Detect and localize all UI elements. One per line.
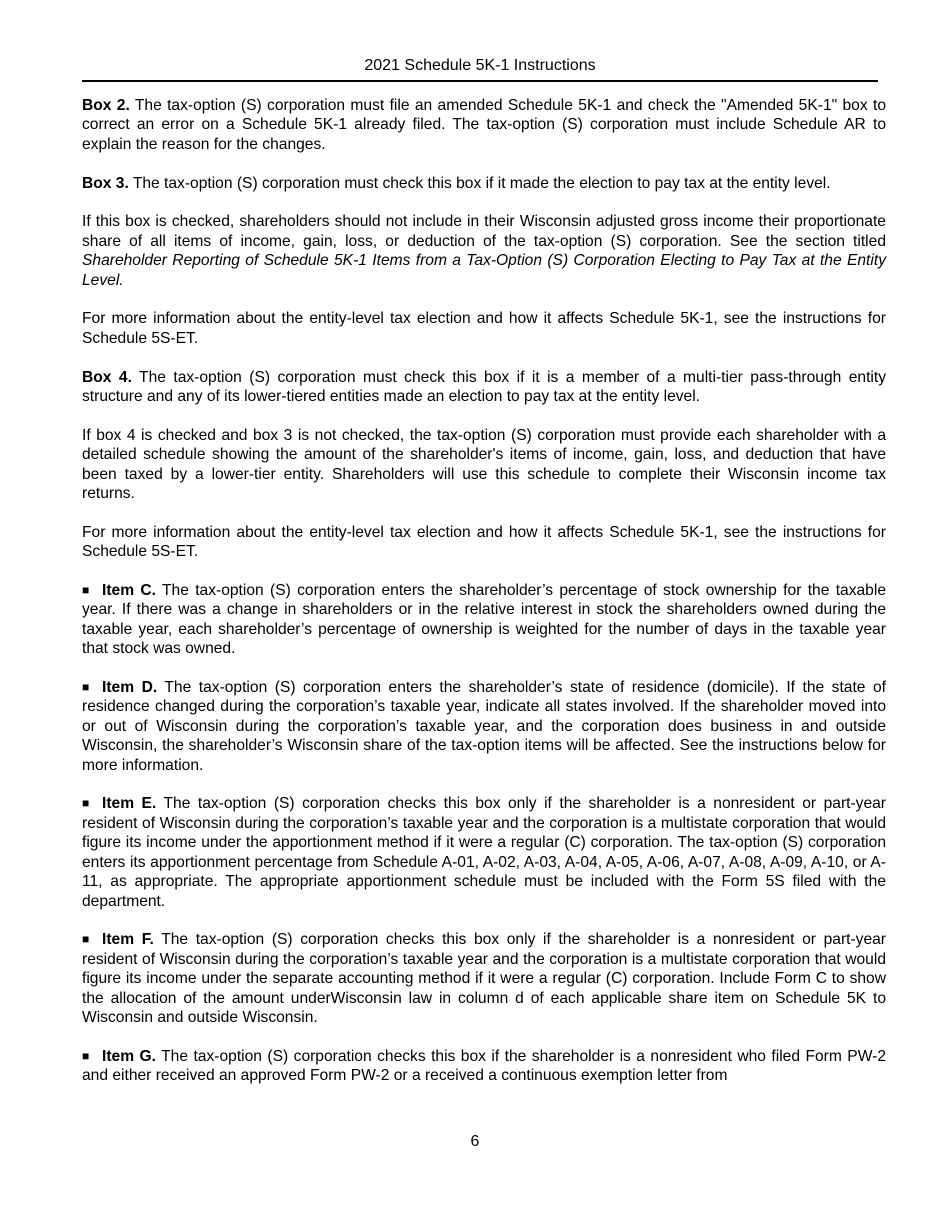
- item-c-lead: Item C.: [102, 582, 156, 600]
- item-f-paragraph: [82, 930, 886, 1027]
- box3-section-reference: Shareholder Reporting of Schedule 5K-1 Items from a Tax-Option (S) Corporation Electing to Pay Tax at the Entity Level.: [82, 252, 886, 289]
- box3-paragraph: [82, 174, 886, 193]
- item-d-lead: Item D.: [102, 679, 158, 697]
- box4-detail-paragraph: If box 4 is checked and box 3 is not checked, the tax-option (S) corporation must provide each shareholder with a detailed schedule showing the amount of the shareholder's items of income, gain, loss, and deduction that have been taxed by a lower-tier entity. Shareholders will use this schedule to complete their Wisconsin income tax returns.: [82, 426, 886, 503]
- box3-lead: Box 3.: [82, 174, 129, 192]
- item-d-text: The tax-option (S) corporation enters the shareholder’s state of residence (domicile). If the state of residence changed during the corporation’s taxable year, indicate all states involved. If the shareholder moved into or out of Wisconsin during the corporation’s taxable year, and the corporation does business in and outside Wisconsin, the shareholder’s Wisconsin share of the tax-option items will be affected. See the instructions below for more information.: [82, 679, 886, 774]
- page-number: 6: [470, 1133, 480, 1150]
- box2-paragraph: [82, 96, 886, 154]
- item-c-text: The tax-option (S) corporation enters the shareholder’s percentage of stock ownership for the taxable year. If there was a change in shareholders or in the relative interest in stock the shareholders owned during the taxable year, each shareholder’s percentage of ownership is weighted for the number of days in the taxable year that stock was owned.: [82, 582, 886, 658]
- box3-more-info-paragraph: For more information about the entity-level tax election and how it affects Schedule 5K-1, see the instructions for Schedule 5S-ET.: [82, 310, 886, 347]
- item-g-lead: Item G.: [102, 1047, 156, 1065]
- box4-text: The tax-option (S) corporation must check this box if it is a member of a multi-tier pass-through entity structure and any of its lower-tiered entities made an election to pay tax at the entity level.: [82, 368, 886, 406]
- box4-paragraph: [82, 368, 886, 407]
- box3-detail-paragraph: [82, 212, 886, 290]
- box4-more-info-paragraph: For more information about the entity-level tax election and how it affects Schedule 5K-1, see the instructions for Schedule 5S-ET.: [82, 523, 886, 561]
- square-bullet-icon: ■: [82, 1048, 90, 1063]
- square-bullet-icon: ■: [82, 796, 90, 811]
- page-footer: [0, 1132, 950, 1152]
- square-bullet-icon: ■: [82, 680, 90, 695]
- document-title: 2021 Schedule 5K-1 Instructions: [364, 57, 596, 74]
- box2-lead: Box 2.: [82, 97, 130, 114]
- box4-lead: Box 4.: [82, 368, 132, 386]
- page-header: [82, 56, 878, 82]
- item-f-lead: Item F.: [102, 931, 154, 949]
- box2-text: The tax-option (S) corporation must file an amended Schedule 5K-1 and check the "Amended 5K-1" box to correct an error on a Schedule 5K-1 already filed. The tax-option (S) corporation must include Schedule AR to explain the reason for the changes.: [82, 97, 886, 153]
- box3-detail-text: If this box is checked, shareholders should not include in their Wisconsin adjusted gross income their proportionate share of all items of income, gain, loss, or deduction of the tax-option (S) corporation. See the section titled: [82, 213, 886, 250]
- item-g-text: The tax-option (S) corporation checks this box if the shareholder is a nonresident who filed Form PW-2 and either received an approved Form PW-2 or a received a continuous exemption letter from: [82, 1047, 887, 1085]
- box3-text: The tax-option (S) corporation must check this box if it made the election to pay tax at the entity level.: [128, 174, 831, 192]
- item-g-paragraph: [82, 1047, 886, 1086]
- item-f-text: The tax-option (S) corporation checks this box only if the shareholder is a nonresident or part-year resident of Wisconsin during the corporation’s taxable year and the corporation is a multistate corporation that would figure its income under the separate accounting method if it were a regular (C) corporation. Include Form C to show the allocation of the amount underWisconsin law in column d of each applicable share item on Schedule 5K to Wisconsin and outside Wisconsin.: [82, 931, 886, 1026]
- square-bullet-icon: ■: [82, 932, 90, 947]
- item-e-lead: Item E.: [102, 795, 157, 813]
- document-body: [82, 96, 886, 1105]
- item-e-text: The tax-option (S) corporation checks this box only if the shareholder is a nonresident or part-year resident of Wisconsin during the corporation’s taxable year and the corporation is a multistate corporation that would figure its income under the apportionment method if it were a regular (C) corporation. The tax-option (S) corporation enters its apportionment percentage from Schedule A-01, A-02, A-03, A-04, A-05, A-06, A-07, A-08, A-09, A-10, or A-11, as appropriate. The appropriate apportionment schedule must be included with the Form 5S filed with the department.: [82, 795, 886, 910]
- item-e-paragraph: [82, 794, 886, 910]
- square-bullet-icon: ■: [82, 583, 90, 598]
- item-d-paragraph: [82, 678, 886, 775]
- item-c-paragraph: [82, 581, 886, 659]
